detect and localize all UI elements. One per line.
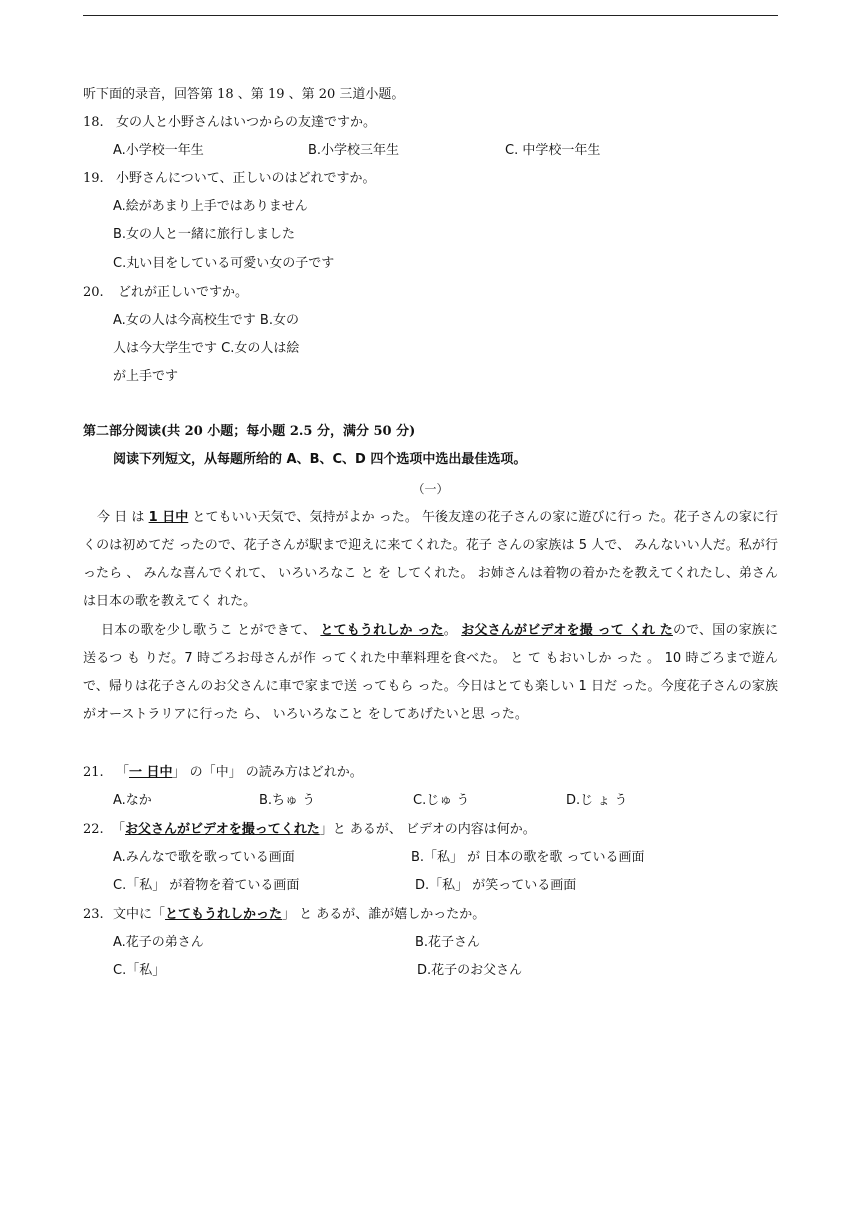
q19-text: 小野さんについて、正しいのはどれですか。 — [116, 171, 376, 186]
q22-option-a: A.みんなで歌を歌っている画面 — [113, 850, 295, 865]
q21-pre: 「 — [116, 765, 130, 780]
q20-text: どれが正しいですか。 — [118, 285, 249, 300]
q22-pre: 「 — [112, 822, 126, 837]
q20-options-line3: が上手です — [113, 369, 179, 384]
q19-option-b: B.女の人と一緒に旅行しました — [113, 227, 296, 242]
q22-underlined: お父さんがビデオを撮ってくれた — [125, 822, 320, 837]
q19-number: 19. — [83, 171, 104, 186]
q21-underlined: 一 日中 — [129, 765, 173, 780]
q21-number: 21. — [83, 765, 104, 780]
p1-underlined: 1 日中 — [148, 510, 189, 525]
q21-option-a: A.なか — [113, 793, 152, 808]
q23-option-a: A.花子の弟さん — [113, 935, 204, 950]
passage-paragraph-2 — [83, 617, 778, 729]
reading-instruction: 阅读下列短文，从每题所给的 A、B、C、D 四个选项中选出最佳选项。 — [113, 452, 527, 467]
q21-option-d: D.じ ょ う — [566, 793, 628, 808]
p2-underlined-2: お父さんがビデオを撮 って くれ た — [461, 623, 673, 638]
listening-instruction: 听下面的录音，回答第 18 、第 19 、第 20 三道小题。 — [83, 87, 405, 102]
q22-text — [112, 821, 536, 839]
p2-mid: 。 — [443, 623, 462, 638]
q21-post: 」 の「中」 の読み方はどれか。 — [172, 765, 363, 780]
q21-option-b: B.ちゅ う — [259, 793, 316, 808]
q22-number: 22. — [83, 822, 104, 837]
q23-underlined: とてもうれしかった — [165, 907, 283, 922]
top-rule — [83, 15, 778, 16]
p2-underlined-1: とてもうれしか った — [320, 623, 444, 638]
reading-heading: 第二部分阅读(共 20 小题；每小题 2.5 分，满分 50 分) — [83, 424, 416, 439]
p2-post: ので、国の家族に送るつ も りだ。7 時ごろお母さんが作 ってくれた中華料理を食べた。 と て もおいしか った 。 10 時ごろまで遊んで、帰りは花子さんのお父さんに車で家まで送 ってもら った。今日はとても楽しい 1 日だ った。今度花子さんの家族がオーストラリアに行った ら、 いろいろなこと をしてあげたいと思 った。 — [83, 623, 778, 722]
q23-pre: 文中に「 — [113, 907, 166, 922]
q23-option-c: C.「私」 — [113, 963, 166, 978]
q20-number: 20. — [83, 285, 104, 300]
q19-option-c: C.丸い目をしている可愛い女の子です — [113, 256, 335, 271]
q23-number: 23. — [83, 907, 104, 922]
q20-options-line1: A.女の人は今高校生です B.女の — [113, 313, 299, 328]
q23-post: 」 と あるが、誰が嬉しかったか。 — [282, 907, 486, 922]
p1-post: とてもいい天気で、気持がよか った。 午後友達の花子さんの家に遊びに行っ た。花子さんの家に行くのは初めてだ ったので、花子さんが駅まで迎えに来てくれた。花子 さんの家族は 5 人で、 みんないい人だ。私が行 ったら 、 みんな喜んでくれて、 いろいろなこ と を してくれた。 お姉さんは着物の着かたを教えてくれたし、弟さんは日本の歌を教えてく れた。 — [83, 510, 778, 609]
q18-number: 18. — [83, 115, 104, 130]
q23-option-d: D.花子のお父さん — [417, 963, 523, 978]
q22-option-d: D.「私」 が笑っている画面 — [415, 878, 577, 893]
q23-option-b: B.花子さん — [415, 935, 481, 950]
p1-pre: 今 日 は — [97, 510, 149, 525]
q21-option-c: C.じゅ う — [413, 793, 470, 808]
q22-post: 」と あるが、 ビデオの内容は何か。 — [319, 822, 536, 837]
q20-options-line2: 人は今大学生です C.女の人は絵 — [113, 341, 300, 356]
q19-option-a: A.絵があまり上手ではありません — [113, 199, 308, 214]
q23-text — [113, 906, 485, 924]
q22-option-c: C.「私」 が着物を着ている画面 — [113, 878, 300, 893]
section-label: （一） — [412, 482, 449, 496]
q18-text: 女の人と小野さんはいつからの友達ですか。 — [116, 115, 377, 130]
q21-text — [116, 764, 363, 782]
q18-option-a: A.小学校一年生 — [113, 143, 204, 158]
q18-option-b: B.小学校三年生 — [308, 143, 400, 158]
q22-option-b: B.「私」 が 日本の歌を歌 っている画面 — [411, 850, 645, 865]
q18-option-c: C. 中学校一年生 — [505, 143, 601, 158]
p2-pre: 日本の歌を少し歌うこ とができて、 — [101, 623, 321, 638]
passage-paragraph-1 — [83, 504, 778, 616]
